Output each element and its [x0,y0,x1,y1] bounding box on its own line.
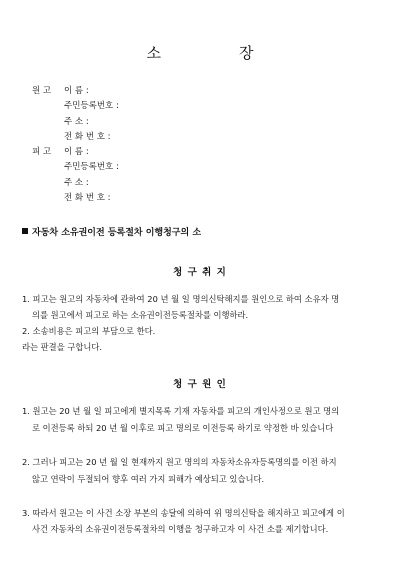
case-title [22,225,201,238]
plaintiff-id-label: 주민등록번호 : [64,101,119,111]
claim-purpose-line-1: 1. 피고는 원고의 자동차에 관하여 20 년 월 일 명의신탁해지를 원인으로 하여 소유자 명 [22,294,340,304]
claim-purpose-line-2: 의를 원고에서 피고로 하는 소유권이전등록절차를 이행하라. [32,310,249,320]
claim-purpose-heading: 청 구 취 지 [173,267,227,278]
defendant-address-label: 주 소 : [64,178,89,188]
plaintiff-address-label: 주 소 : [64,117,89,127]
defendant-id-label: 주민등록번호 : [64,162,119,172]
defendant-phone-label: 전 화 번 호 : [64,193,111,203]
claim-cause-item-1-line-2: 로 이전등록 하되 20 년 월 이후로 피고 명의로 이전등록 하기로 약정한 바 있습니다 [32,423,334,433]
plaintiff-phone-label: 전 화 번 호 : [64,132,111,142]
claim-cause-item-2-line-2: 않고 연락이 두절되어 향후 여러 가지 피해가 예상되고 있습니다. [32,474,265,484]
document-title [0,42,400,63]
claim-cause-heading: 청 구 원 인 [173,379,227,390]
plaintiff-name-label: 이 름 : [64,86,89,96]
square-bullet-icon [22,228,28,234]
claim-purpose-line-4: 라는 판결을 구합니다. [22,342,103,352]
case-title-text: 자동차 소유권이전 등록절차 이행청구의 소 [32,228,202,238]
title-char-2: 장 [239,44,254,62]
claim-cause-item-2-line-1: 2. 그러나 피고는 20 년 월 일 현재까지 원고 명의의 자동차소유자등록명의를 이전 하지 [22,457,337,467]
defendant-name-label: 이 름 : [64,147,89,157]
claim-cause-item-3-line-2: 사건 자동차의 소유권이전등록절차의 이행을 청구하고자 이 사건 소를 제기합니다. [32,524,329,534]
claim-cause-item-3-line-1: 3. 따라서 원고는 이 사건 소장 부본의 송달에 의하여 위 명의신탁을 해지하고 피고에게 이 [22,508,345,518]
plaintiff-label: 원 고 [32,86,52,96]
claim-cause-item-1-line-1: 1. 원고는 20 년 월 일 피고에게 별지목록 기재 자동차를 피고의 개인사정으로 원고 명의 [22,406,340,416]
defendant-label: 피 고 [32,147,52,157]
claim-purpose-line-3: 2. 소송비용은 피고의 부담으로 한다. [22,326,156,336]
title-char-1: 소 [146,44,161,62]
